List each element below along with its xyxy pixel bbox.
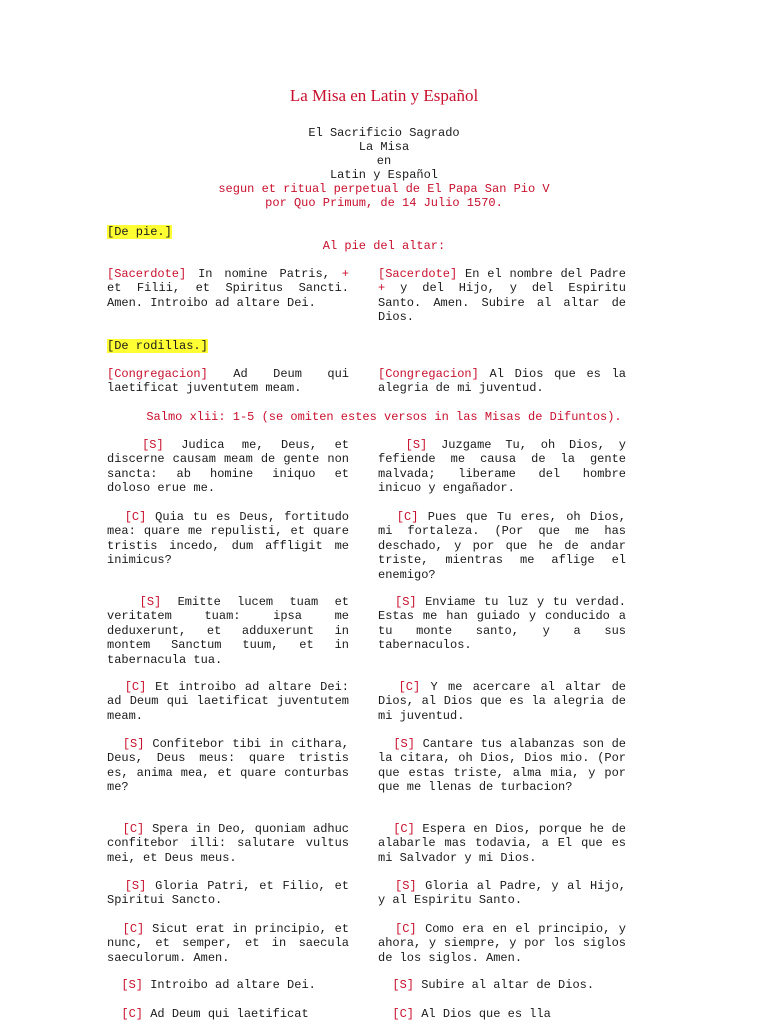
spanish-text: Cantare tus alabanzas son de la citara, oh Dios, Dios mio. (Por que estas triste, alma mia, y por que me llenas de turbacion? <box>378 737 626 795</box>
latin-text: et Filii, et Spiritus Sancti. Amen. Introibo ad altare Dei. <box>107 281 349 310</box>
latin-text: Spera in Deo, quoniam adhuc confitebor illi: salutare vultus mei, et Deus meus. <box>107 822 350 865</box>
rubric-kneeling <box>107 339 208 353</box>
spanish-text: Al Dios que es lla <box>414 1007 551 1021</box>
latin-verse <box>107 510 349 568</box>
latin-verse <box>107 879 349 908</box>
speaker-tag: [C] <box>122 922 145 936</box>
speaker-tag: [C] <box>392 1007 415 1021</box>
latin-text: Confitebor tibi in cithara, Deus, Deus meus: quare tristis es, anima mea, et quare conturbas me? <box>107 737 349 795</box>
latin-verse <box>107 680 349 723</box>
spanish-text: Gloria al Padre, y al Hijo, y al Espiritu Santo. <box>378 879 626 908</box>
speaker-tag: [S] <box>122 737 145 751</box>
spanish-verse <box>378 510 626 582</box>
speaker-tag: [C] <box>398 680 421 694</box>
spanish-verse <box>378 1007 626 1021</box>
latin-text: Judica me, Deus, et discerne causam meam de gente non sancta: ab homine iniquo et doloso erue me. <box>107 438 349 496</box>
spanish-text: Juzgame Tu, oh Dios, y fefiende me causa de la gente malvada; liberame del hombre inicuo y engañador. <box>378 438 626 496</box>
speaker-tag: [S] <box>405 438 428 452</box>
spanish-verse <box>378 978 626 992</box>
speaker-tag: [Sacerdote] <box>378 267 458 281</box>
speaker-tag: [C] <box>395 922 417 936</box>
intro-subtitle: segun et ritual perpetual de El Papa San Pio V <box>218 182 550 196</box>
speaker-tag: [Congregacion] <box>378 367 479 381</box>
latin-verse <box>107 922 349 965</box>
section-heading: Al pie del altar: <box>322 239 446 253</box>
latin-text: Sicut erat in principio, et nunc, et semper, et in saecula saeculorum. Amen. <box>107 922 350 965</box>
speaker-tag: [S] <box>142 438 164 452</box>
latin-column-congregacion <box>107 367 349 396</box>
spanish-text: y del Hijo, y del Espiritu Santo. Amen. Subire al altar de Dios. <box>378 281 626 325</box>
latin-verse <box>107 1007 349 1021</box>
intro-line: La Misa <box>358 140 410 154</box>
spanish-verse <box>378 879 626 908</box>
cross-icon: + <box>341 267 349 281</box>
latin-text: Et introibo ad altare Dei: ad Deum qui laetificat juventutem meam. <box>107 680 349 723</box>
speaker-tag: [S] <box>139 595 162 609</box>
speaker-tag: [S] <box>395 595 417 609</box>
spanish-verse <box>378 737 626 795</box>
intro-subtitle: por Quo Primum, de 14 Julio 1570. <box>265 196 503 210</box>
latin-verse <box>107 595 349 667</box>
speaker-tag: [S] <box>395 879 417 893</box>
speaker-tag: [C] <box>124 680 147 694</box>
latin-text: Emitte lucem tuam et veritatem tuam: ipsa me deduxerunt, et adduxerunt in montem Sanctum tuum, et in tabernacula tua. <box>107 595 349 667</box>
speaker-tag: [S] <box>393 737 415 751</box>
latin-text: In nomine Patris, <box>186 267 342 281</box>
rubric-highlight: [De rodillas.] <box>107 339 208 353</box>
latin-verse <box>107 822 349 865</box>
rubric-highlight: [De pie.] <box>107 225 172 239</box>
speaker-tag: [C] <box>122 822 145 836</box>
speaker-tag: [C] <box>393 822 415 836</box>
latin-text: Introibo ad altare Dei. <box>143 978 316 992</box>
speaker-tag: [S] <box>124 879 147 893</box>
spanish-column-congregacion <box>378 367 626 396</box>
cross-icon: + <box>378 281 386 296</box>
spanish-text: En el nombre del Padre <box>457 267 626 281</box>
latin-text: Quia tu es Deus, fortitudo mea: quare me repulisti, et quare tristis incedo, dum affligit me inimicus? <box>107 510 349 568</box>
latin-column-sacerdote <box>107 267 349 310</box>
speaker-tag: [C] <box>121 1007 144 1021</box>
spanish-verse <box>378 595 626 653</box>
latin-verse <box>107 978 349 992</box>
spanish-verse <box>378 922 626 965</box>
spanish-text: Y me acercare al altar de Dios, al Dios que es la alegria de mi juventud. <box>378 680 626 723</box>
psalm-heading: Salmo xlii: 1-5 (se omiten estes versos in las Misas de Difuntos). <box>146 410 622 424</box>
spanish-verse <box>378 438 626 496</box>
spanish-text: Enviame tu luz y tu verdad. Estas me han guiado y conducido a tu monte santo, y a sus tabernaculos. <box>378 595 626 653</box>
speaker-tag: [S] <box>392 978 415 992</box>
latin-verse <box>107 737 349 795</box>
speaker-tag: [S] <box>121 978 144 992</box>
latin-text: Ad Deum qui laetificat <box>143 1007 309 1021</box>
spanish-text: Subire al altar de Dios. <box>414 978 595 992</box>
speaker-tag: [C] <box>124 510 147 524</box>
speaker-tag: [Congregacion] <box>107 367 208 381</box>
speaker-tag: [Sacerdote] <box>107 267 187 281</box>
intro-line: en <box>376 154 392 168</box>
spanish-text: Espera en Dios, porque he de alabarle mas todavia, a El que es mi Salvador y mi Dios. <box>378 822 626 865</box>
spanish-verse <box>378 822 626 865</box>
spanish-text: Al Dios que es la alegria de mi juventud. <box>378 367 626 396</box>
speaker-tag: [C] <box>396 510 419 524</box>
spanish-text: Como era en el principio, y ahora, y siempre, y por los siglos de los siglos. Amen. <box>378 922 626 965</box>
spanish-verse <box>378 680 626 723</box>
spanish-text: Pues que Tu eres, oh Dios, mi fortaleza. (Por que me has deschado, y por que he de andar triste, mientras me aflige el enemigo? <box>378 510 626 582</box>
intro-line: El Sacrificio Sagrado <box>308 126 460 140</box>
document-title: La Misa en Latin y Español <box>289 86 479 105</box>
latin-verse <box>107 438 349 496</box>
rubric-standing <box>107 225 172 239</box>
spanish-column-sacerdote <box>378 267 626 325</box>
latin-text: Ad Deum qui laetificat juventutem meam. <box>107 367 349 396</box>
latin-text: Gloria Patri, et Filio, et Spiritui Sancto. <box>107 879 349 908</box>
intro-line: Latin y Español <box>329 168 439 182</box>
